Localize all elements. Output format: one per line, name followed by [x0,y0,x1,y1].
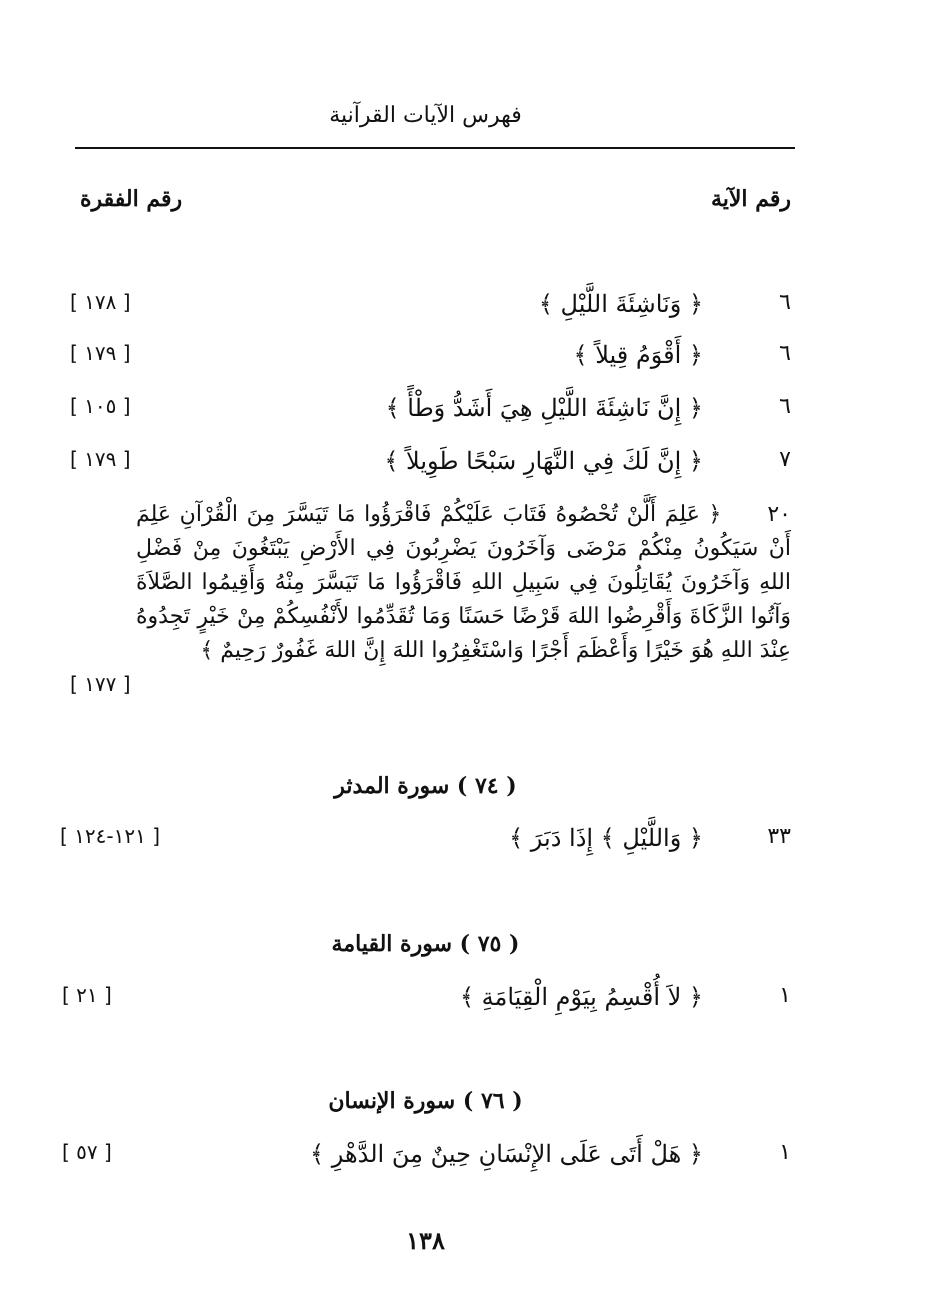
verse-text: ﴿ إِنَّ نَاشِئَةَ اللَّيْلِ هِيَ أَشَدُّ وَطْأً ﴾ [385,394,703,422]
paragraph-ref: [ ١٧٧ ] [70,672,131,696]
column-header-ayah: رقم الآية [710,186,791,212]
ayah-number: ١ [779,1140,791,1165]
ayah-number: ٣٣ [767,824,791,849]
verse-text: ﴿ أَقْوَمُ قِيلاً ﴾ [573,341,703,369]
paragraph-ref: [ ١٧٩ ] [70,341,131,365]
running-title: فهرس الآيات القرآنية [329,103,522,128]
surah-heading: ( ٧٥ ) سورة القيامة [331,931,520,957]
verse-text: ﴿ إِنَّ لَكَ فِي النَّهَارِ سَبْحًا طَوِيلاً ﴾ [384,447,703,475]
page-number: ١٣٨ [406,1226,445,1255]
paragraph-ref: [ ٥٧ ] [62,1140,112,1164]
paragraph-ref: [ ١٢١-١٢٤ ] [60,824,161,848]
ayah-number: ٦ [779,341,791,366]
verse-text: ﴿ وَاللَّيْلِ ﴾ إِذَا دَبَرَ ﴾ [509,824,703,852]
ayah-number: ٦ [779,394,791,419]
surah-heading: ( ٧٤ ) سورة المدثر [334,773,517,799]
index-row [0,394,931,438]
index-row [0,290,931,334]
paragraph-ref: [ ١٧٩ ] [70,447,131,471]
paragraph-ref: [ ٢١ ] [62,983,112,1007]
verse-text: ﴿ عَلِمَ أَلَّنْ تُحْصُوهُ فَتَابَ عَلَيْكُمْ فَاقْرَؤُوا مَا تَيَسَّرَ مِنَ الْقُرْآنِ عَلِمَ أَنْ سَيَكُونُ مِنْكُمْ مَرْضَى وَآخَرُونَ يَضْرِبُونَ فِي الأَرْضِ يَبْتَغُونَ مِنْ فَضْلِ اللهِ وَآخَرُونَ يُقَاتِلُونَ فِي سَبِيلِ اللهِ فَاقْرَؤُوا مَا تَيَسَّرَ مِنْهُ وَأَقِيمُوا الصَّلاَةَ وَآتُوا الزَّكَاةَ وَأَقْرِضُوا اللهَ قَرْضًا حَسَنًا وَمَا تُقَدِّمُوا لأَنْفُسِكُمْ مِنْ خَيْرٍ تَجِدُوهُ عِنْدَ اللهِ هُوَ خَيْرًا وَأَعْظَمَ أَجْرًا وَاسْتَغْفِرُوا اللهَ إِنَّ اللهَ غَفُورٌ رَحِيمٌ ﴾ [136,502,791,663]
ayah-number: ٦ [779,290,791,315]
column-header-paragraph: رقم الفقرة [80,186,183,212]
index-row [0,447,931,491]
header-rule [75,147,795,149]
index-row [0,824,931,868]
long-verse-entry [136,498,791,668]
ayah-number: ٧ [779,447,791,472]
surah-heading: ( ٧٦ ) سورة الإنسان [328,1088,523,1114]
index-row [0,983,931,1027]
paragraph-ref: [ ١٠٥ ] [70,394,131,418]
paragraph-ref: [ ١٧٨ ] [70,290,131,314]
index-row [0,1140,931,1184]
index-row [0,341,931,385]
verse-text: ﴿ وَنَاشِئَةَ اللَّيْلِ ﴾ [538,290,703,318]
verse-text: ﴿ هَلْ أَتَى عَلَى الإِنْسَانِ حِينٌ مِنَ الدَّهْرِ ﴾ [310,1140,703,1168]
ayah-number: ١ [779,983,791,1008]
ayah-number: ٢٠ [767,502,791,527]
verse-text: ﴿ لاَ أُقْسِمُ بِيَوْمِ الْقِيَامَةِ ﴾ [459,983,703,1011]
